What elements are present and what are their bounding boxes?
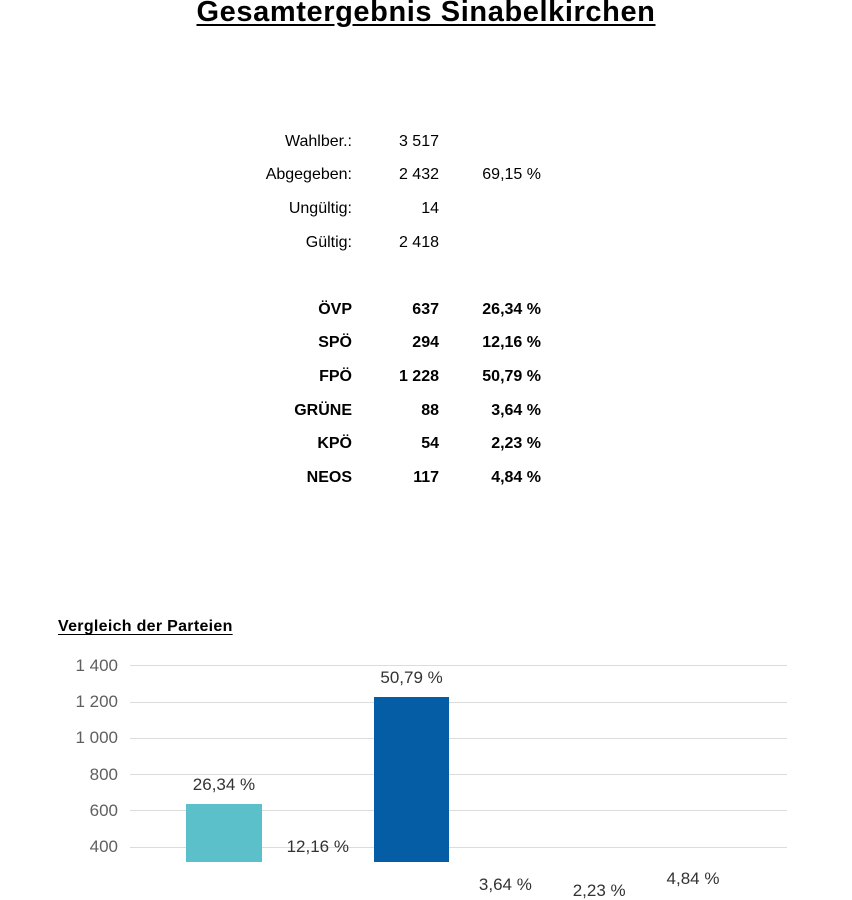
row-percent: 4,84 %	[491, 468, 541, 486]
row-label: KPÖ	[317, 435, 352, 453]
y-axis-tick-label: 400	[89, 837, 118, 856]
row-percent: 12,16 %	[482, 334, 541, 352]
row-label: Wahlber.:	[285, 132, 352, 150]
row-label: Gültig:	[305, 233, 352, 251]
row-label: SPÖ	[318, 334, 352, 352]
row-value: 88	[421, 401, 439, 419]
row-percent: 2,23 %	[491, 435, 541, 453]
gridline	[130, 738, 787, 739]
bar-value-label: 3,64 %	[478, 874, 532, 894]
row-label: NEOS	[306, 468, 352, 486]
row-percent: 26,34 %	[482, 300, 541, 318]
chart-bar	[374, 697, 450, 862]
row-value: 3 517	[398, 132, 439, 150]
bar-value-label: 12,16 %	[286, 837, 349, 857]
row-label: ÖVP	[318, 300, 352, 318]
row-value: 117	[413, 468, 439, 486]
row-value: 637	[412, 300, 439, 318]
y-axis-tick-label: 1 200	[75, 692, 118, 711]
row-percent: 3,64 %	[491, 401, 541, 419]
row-value: 294	[412, 334, 439, 352]
gridline	[130, 702, 787, 703]
bar-value-label: 50,79 %	[380, 667, 443, 687]
y-axis-tick-label: 1 000	[75, 728, 118, 748]
row-value: 1 228	[398, 367, 439, 385]
bar-value-label: 4,84 %	[666, 869, 720, 889]
row-value: 2 432	[398, 166, 439, 184]
row-label: FPÖ	[319, 367, 352, 385]
page-title: Gesamtergebnis Sinabelkirchen	[196, 0, 656, 28]
bar-value-label: 26,34 %	[192, 775, 256, 795]
chart-heading: Vergleich der Parteien	[58, 618, 233, 635]
row-value: 2 418	[398, 233, 439, 251]
row-label: Ungültig:	[288, 199, 352, 217]
row-value: 14	[421, 199, 439, 217]
row-percent: 69,15 %	[482, 166, 541, 184]
chart-bar	[186, 804, 262, 862]
bar-value-label: 2,23 %	[572, 880, 626, 900]
y-axis-tick-label: 600	[89, 800, 118, 820]
row-percent: 50,79 %	[482, 367, 541, 385]
y-axis-tick-label: 1 400	[75, 655, 118, 675]
row-label: Abgegeben:	[265, 166, 352, 184]
row-label: GRÜNE	[294, 401, 352, 419]
gridline	[130, 665, 787, 666]
y-axis-tick-label: 800	[89, 764, 118, 784]
row-value: 54	[421, 435, 439, 453]
